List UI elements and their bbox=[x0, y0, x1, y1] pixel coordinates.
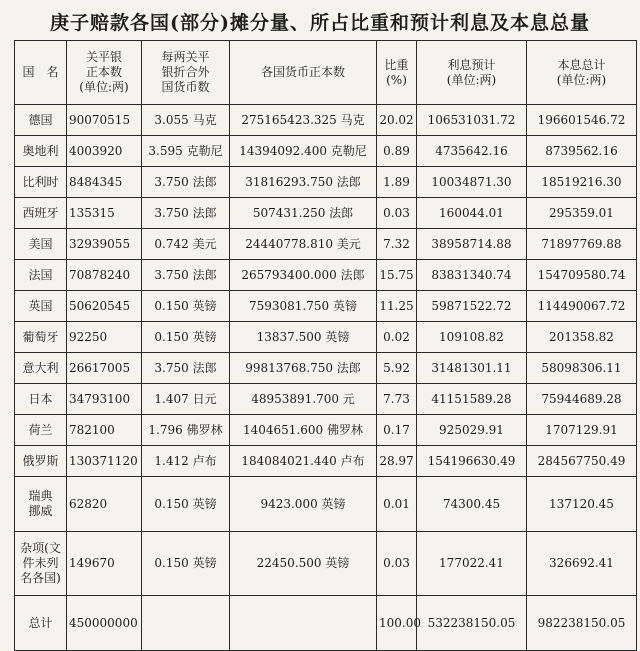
table-row bbox=[15, 198, 637, 229]
total-cell: 75944689.28 bbox=[527, 384, 637, 415]
principal-cell: 4003920 bbox=[67, 136, 142, 167]
interest-cell: 10034871.30 bbox=[417, 167, 527, 198]
table-row bbox=[15, 477, 637, 532]
total-cell: 201358.82 bbox=[527, 322, 637, 353]
rate-cell: 3.750 法郎 bbox=[142, 167, 230, 198]
total-cell: 154709580.74 bbox=[527, 260, 637, 291]
interest-cell: 59871522.72 bbox=[417, 291, 527, 322]
share-cell: 15.75 bbox=[377, 260, 417, 291]
principal-cell: 450000000 bbox=[67, 596, 142, 651]
table-row bbox=[15, 322, 637, 353]
table-row bbox=[15, 229, 637, 260]
share-cell: 1.89 bbox=[377, 167, 417, 198]
principal-cell: 149670 bbox=[67, 532, 142, 596]
share-cell: 7.73 bbox=[377, 384, 417, 415]
table-row bbox=[15, 446, 637, 477]
interest-cell: 38958714.88 bbox=[417, 229, 527, 260]
total-cell: 18519216.30 bbox=[527, 167, 637, 198]
share-cell: 28.97 bbox=[377, 446, 417, 477]
country-cell: 德国 bbox=[15, 105, 67, 136]
currency-cell: 48953891.700 元 bbox=[230, 384, 377, 415]
interest-cell: 177022.41 bbox=[417, 532, 527, 596]
principal-cell: 135315 bbox=[67, 198, 142, 229]
share-cell: 0.03 bbox=[377, 198, 417, 229]
principal-cell: 92250 bbox=[67, 322, 142, 353]
table-row bbox=[15, 384, 637, 415]
interest-cell: 31481301.11 bbox=[417, 353, 527, 384]
share-cell: 0.17 bbox=[377, 415, 417, 446]
country-cell: 杂项(文 件未列 名各国) bbox=[15, 532, 67, 596]
currency-cell: 507431.250 法郎 bbox=[230, 198, 377, 229]
country-cell: 英国 bbox=[15, 291, 67, 322]
currency-cell: 184084021.440 卢布 bbox=[230, 446, 377, 477]
rate-cell: 1.412 卢布 bbox=[142, 446, 230, 477]
currency-cell: 1404651.600 佛罗林 bbox=[230, 415, 377, 446]
country-cell: 荷兰 bbox=[15, 415, 67, 446]
total-cell: 295359.01 bbox=[527, 198, 637, 229]
rate-cell: 1.796 佛罗林 bbox=[142, 415, 230, 446]
principal-cell: 8484345 bbox=[67, 167, 142, 198]
share-cell: 0.89 bbox=[377, 136, 417, 167]
rate-cell: 0.150 英镑 bbox=[142, 477, 230, 532]
header-share: 比重 (%) bbox=[377, 41, 417, 105]
total-cell: 326692.41 bbox=[527, 532, 637, 596]
indemnity-table bbox=[14, 40, 637, 651]
share-cell: 100.00 bbox=[377, 596, 417, 651]
interest-cell: 925029.91 bbox=[417, 415, 527, 446]
table-row bbox=[15, 136, 637, 167]
share-cell: 0.03 bbox=[377, 532, 417, 596]
country-cell: 日本 bbox=[15, 384, 67, 415]
table-row bbox=[15, 260, 637, 291]
share-cell: 0.02 bbox=[377, 322, 417, 353]
table-title: 庚子赔款各国(部分)摊分量、所占比重和预计利息及本息总量 bbox=[50, 12, 590, 34]
country-cell: 俄罗斯 bbox=[15, 446, 67, 477]
principal-cell: 782100 bbox=[67, 415, 142, 446]
header-total: 本息总计 (单位:两) bbox=[527, 41, 637, 105]
interest-cell: 83831340.74 bbox=[417, 260, 527, 291]
currency-cell: 99813768.750 法郎 bbox=[230, 353, 377, 384]
rate-cell bbox=[142, 596, 230, 651]
country-cell: 比利时 bbox=[15, 167, 67, 198]
total-cell: 58098306.11 bbox=[527, 353, 637, 384]
currency-cell: 24440778.810 美元 bbox=[230, 229, 377, 260]
rate-cell: 3.750 法郎 bbox=[142, 353, 230, 384]
currency-cell: 9423.000 英镑 bbox=[230, 477, 377, 532]
header-interest: 利息预计 (单位:两) bbox=[417, 41, 527, 105]
rate-cell: 0.150 英镑 bbox=[142, 322, 230, 353]
share-cell: 0.01 bbox=[377, 477, 417, 532]
rate-cell: 0.150 英镑 bbox=[142, 532, 230, 596]
total-cell: 1707129.91 bbox=[527, 415, 637, 446]
country-cell: 奥地利 bbox=[15, 136, 67, 167]
principal-cell: 70878240 bbox=[67, 260, 142, 291]
country-cell: 美国 bbox=[15, 229, 67, 260]
interest-cell: 532238150.05 bbox=[417, 596, 527, 651]
interest-cell: 74300.45 bbox=[417, 477, 527, 532]
total-cell: 137120.45 bbox=[527, 477, 637, 532]
table-row bbox=[15, 105, 637, 136]
interest-cell: 109108.82 bbox=[417, 322, 527, 353]
currency-cell: 13837.500 英镑 bbox=[230, 322, 377, 353]
country-cell: 意大利 bbox=[15, 353, 67, 384]
header-principal: 关平银 正本数 (单位:两) bbox=[67, 41, 142, 105]
principal-cell: 90070515 bbox=[67, 105, 142, 136]
total-cell: 982238150.05 bbox=[527, 596, 637, 651]
table-row bbox=[15, 167, 637, 198]
currency-cell: 14394092.400 克勒尼 bbox=[230, 136, 377, 167]
share-cell: 5.92 bbox=[377, 353, 417, 384]
principal-cell: 62820 bbox=[67, 477, 142, 532]
header-rate: 每两关平 银折合外 国货币数 bbox=[142, 41, 230, 105]
rate-cell: 0.742 美元 bbox=[142, 229, 230, 260]
table-row bbox=[15, 291, 637, 322]
currency-cell bbox=[230, 596, 377, 651]
total-cell: 8739562.16 bbox=[527, 136, 637, 167]
total-cell: 114490067.72 bbox=[527, 291, 637, 322]
table-row bbox=[15, 415, 637, 446]
header-currency: 各国货币正本数 bbox=[230, 41, 377, 105]
currency-cell: 22450.500 英镑 bbox=[230, 532, 377, 596]
currency-cell: 7593081.750 英镑 bbox=[230, 291, 377, 322]
rate-cell: 0.150 英镑 bbox=[142, 291, 230, 322]
principal-cell: 130371120 bbox=[67, 446, 142, 477]
country-cell: 西班牙 bbox=[15, 198, 67, 229]
principal-cell: 32939055 bbox=[67, 229, 142, 260]
total-cell: 284567750.49 bbox=[527, 446, 637, 477]
rate-cell: 1.407 日元 bbox=[142, 384, 230, 415]
country-cell: 总计 bbox=[15, 596, 67, 651]
rate-cell: 3.750 法郎 bbox=[142, 198, 230, 229]
interest-cell: 154196630.49 bbox=[417, 446, 527, 477]
country-cell: 法国 bbox=[15, 260, 67, 291]
country-cell: 瑞典 挪威 bbox=[15, 477, 67, 532]
share-cell: 7.32 bbox=[377, 229, 417, 260]
total-row bbox=[15, 596, 637, 651]
interest-cell: 41151589.28 bbox=[417, 384, 527, 415]
table-row bbox=[15, 532, 637, 596]
principal-cell: 34793100 bbox=[67, 384, 142, 415]
share-cell: 11.25 bbox=[377, 291, 417, 322]
total-cell: 71897769.88 bbox=[527, 229, 637, 260]
interest-cell: 4735642.16 bbox=[417, 136, 527, 167]
currency-cell: 265793400.000 法郎 bbox=[230, 260, 377, 291]
interest-cell: 160044.01 bbox=[417, 198, 527, 229]
principal-cell: 26617005 bbox=[67, 353, 142, 384]
header-row bbox=[15, 41, 637, 105]
header-country: 国 名 bbox=[15, 41, 67, 105]
country-cell: 葡萄牙 bbox=[15, 322, 67, 353]
table-row bbox=[15, 353, 637, 384]
currency-cell: 31816293.750 法郎 bbox=[230, 167, 377, 198]
currency-cell: 275165423.325 马克 bbox=[230, 105, 377, 136]
rate-cell: 3.595 克勒尼 bbox=[142, 136, 230, 167]
interest-cell: 106531031.72 bbox=[417, 105, 527, 136]
rate-cell: 3.750 法郎 bbox=[142, 260, 230, 291]
total-cell: 196601546.72 bbox=[527, 105, 637, 136]
principal-cell: 50620545 bbox=[67, 291, 142, 322]
rate-cell: 3.055 马克 bbox=[142, 105, 230, 136]
share-cell: 20.02 bbox=[377, 105, 417, 136]
